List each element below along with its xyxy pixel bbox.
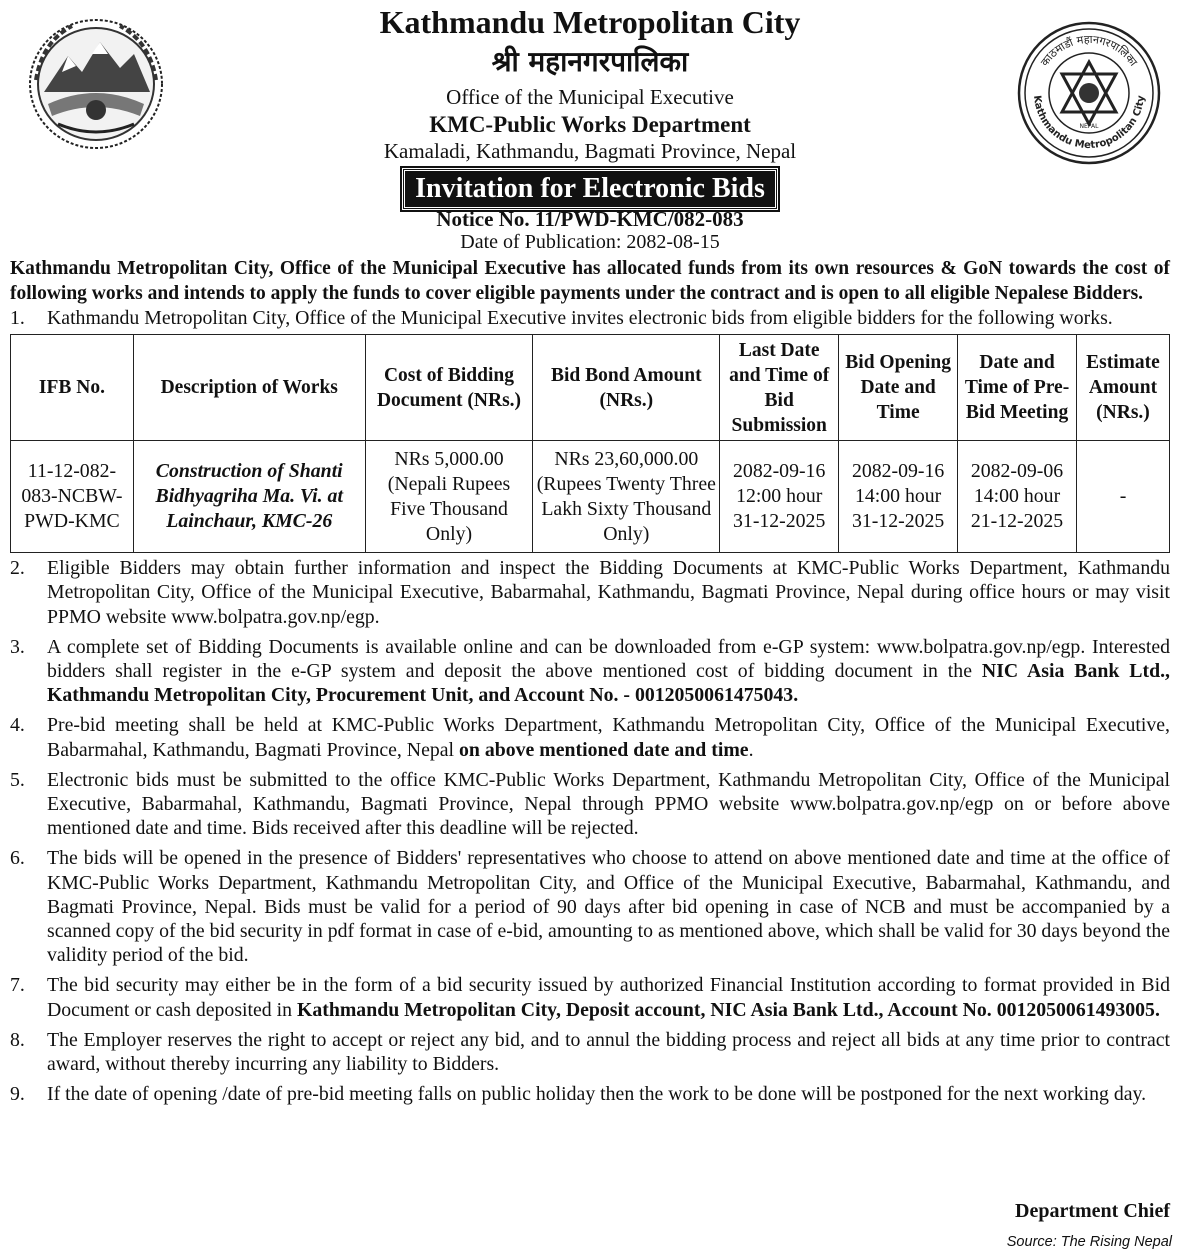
kmc-seal-icon (1016, 20, 1162, 166)
org-title: Kathmandu Metropolitan City (379, 4, 801, 40)
list-item (10, 1082, 1170, 1106)
intro-paragraph: Kathmandu Metropolitan City, Office of the Municipal Executive has allocated funds from its own resources & GoN towards the cost of following works and intends to apply the funds to cover eligible payments under the contract and is open to all eligible Nepalese Bidders. (10, 258, 1170, 304)
item-text: The bids will be opened in the presence of Bidders' representatives who choose to attend on above mentioned date and time at the office of KMC-Public Works Department, Kathmandu Metropolitan City, and Office of the Municipal Executive, Babarmahal, Kathmandu, and Bagmati Province, Nepal. Bids must be valid for a period of 90 days after bid opening in case of NCB and must be accompanied by a scanned copy of the bid security in pdf format in case of e-bid, amounting to as mentioned above, which shall be valid for 30 days beyond the validity period of the bid. (47, 847, 1170, 967)
item-text-plain: A complete set of Bidding Documents is available online and can be downloaded from e-GP system: www.bolpatra.gov.np/egp. Interested bidders shall register in the e-GP system and deposit the above mentioned cost of bidding document in the (47, 635, 1170, 683)
publication-date: Date of Publication: 2082-08-15 (460, 231, 720, 253)
list-item (10, 556, 1170, 629)
table-header-row (11, 335, 1170, 441)
source-credit: Source: The Rising Nepal (1006, 1234, 1172, 1250)
list-item (10, 846, 1170, 967)
list-item (10, 973, 1170, 1021)
cell-ifb: 11-12-082-083-NCBW-PWD-KMC (11, 441, 134, 553)
seal-center-label: NEPAL (1079, 123, 1099, 130)
office-name: Office of the Municipal Executive (446, 85, 734, 109)
item-text (47, 973, 1170, 1021)
banner-wrap (240, 168, 940, 210)
bids-table (10, 334, 1170, 553)
list-item (10, 1028, 1170, 1076)
item-number: 4. (10, 714, 25, 737)
cell-bid-bond: NRs 23,60,000.00 (Rupees Twenty Three Lakh Sixty Thousand Only) (533, 441, 720, 553)
department-name: KMC-Public Works Department (429, 112, 751, 137)
item-text: Kathmandu Metropolitan City, Office of the Municipal Executive invites electronic bids from eligible bidders for the following works. (47, 307, 1113, 329)
header-last-date: Last Date and Time of Bid Submission (720, 335, 839, 441)
seal-top-text: काठमाडौं महानगरपालिका (1038, 32, 1140, 69)
list-item (10, 635, 1170, 708)
header-bid-bond: Bid Bond Amount (NRs.) (533, 335, 720, 441)
list-item (10, 306, 1170, 330)
item-text: If the date of opening /date of pre-bid meeting falls on public holiday then the work to be done will be postponed for the next working day. (47, 1083, 1147, 1106)
item-text-bold: NIC Asia Bank Ltd., Kathmandu Metropolitan City, Procurement Unit, and Account No. - 0012050061475043. (47, 660, 1170, 707)
cell-description: Construction of Shanti Bidhyagriha Ma. Vi. at Lainchaur, KMC-26 (133, 441, 365, 553)
item-text-plain: Pre-bid meeting shall be held at KMC-Public Works Department, Kathmandu Metropolitan City, Office of the Municipal Executive, Babarmahal, Kathmandu, Bagmati Province, Nepal (47, 714, 1170, 761)
header-cost: Cost of Bidding Document (NRs.) (365, 335, 533, 441)
list-item (10, 768, 1170, 841)
item-number: 2. (10, 557, 25, 580)
notice-header (0, 0, 1181, 258)
seal-bottom-text: Kathmandu Metropolitan City (1030, 94, 1148, 152)
item-number: 1. (10, 307, 25, 329)
cell-last-date: 2082-09-16 12:00 hour 31-12-2025 (720, 441, 839, 553)
item-text: Electronic bids must be submitted to the office KMC-Public Works Department, Kathmandu Metropolitan City, Office of the Municipal Executive, Babarmahal, Kathmandu, Bagmati Province, Nepal through PPMO website www.bolpatra.gov.np/egp on or before above mentioned date and time. Bids received after this deadline will be rejected. (47, 768, 1170, 840)
cell-cost: NRs 5,000.00 (Nepali Rupees Five Thousand Only) (365, 441, 533, 553)
item-text-bold: Kathmandu Metropolitan City, Deposit account, NIC Asia Bank Ltd., Account No. 0012050061493005. (296, 998, 1160, 1021)
item-text: Eligible Bidders may obtain further information and inspect the Bidding Documents at KMC-Public Works Department, Kathmandu Metropolitan City, Office of the Municipal Executive, Babarmahal, Kathmandu, Bagmati Province, Nepal during office hours or may visit PPMO website www.bolpatra.gov.np/egp. (47, 557, 1170, 628)
nepali-title: श्री महानगरपालिका (491, 45, 689, 78)
item-number: 9. (10, 1083, 25, 1106)
table-row (11, 441, 1170, 553)
cell-prebid: 2082-09-06 14:00 hour 21-12-2025 (958, 441, 1077, 553)
notice-number: Notice No. 11/PWD-KMC/082-083 (436, 207, 744, 231)
item-text (47, 713, 1170, 761)
kmc-emblem-icon (22, 12, 170, 154)
header-description: Description of Works (133, 335, 365, 441)
item-number: 7. (10, 974, 25, 997)
item-number: 3. (10, 635, 25, 658)
item-number: 5. (10, 768, 25, 791)
list-item (10, 713, 1170, 761)
item-number: 8. (10, 1028, 25, 1051)
cell-bid-opening: 2082-09-16 14:00 hour 31-12-2025 (839, 441, 958, 553)
item-number: 6. (10, 847, 25, 870)
item-text-plain: The bid security may either be in the form of a bid security issued by authorized Financial Institution according to format provided in Bid Document or cash deposited in (47, 974, 1170, 1021)
header-bid-opening: Bid Opening Date and Time (839, 335, 958, 441)
cell-estimate: - (1076, 441, 1169, 553)
notice-banner: Invitation for Electronic Bids (402, 168, 778, 210)
header-estimate: Estimate Amount (NRs.) (1076, 335, 1169, 441)
notice-body (10, 257, 1170, 1106)
header-prebid: Date and Time of Pre-Bid Meeting (958, 335, 1077, 441)
address: Kamaladi, Kathmandu, Bagmati Province, Nepal (383, 139, 797, 163)
item-text (47, 635, 1170, 708)
signature-title: Department Chief (1015, 1200, 1170, 1222)
item-text-bold: on above mentioned date and time (459, 738, 749, 761)
item-text-tail: . (748, 738, 754, 761)
header-ifb: IFB No. (11, 335, 134, 441)
item-text: The Employer reserves the right to accept or reject any bid, and to annul the bidding process and reject all bids at any time prior to contract award, without thereby incurring any liability to Bidders. (47, 1028, 1170, 1076)
